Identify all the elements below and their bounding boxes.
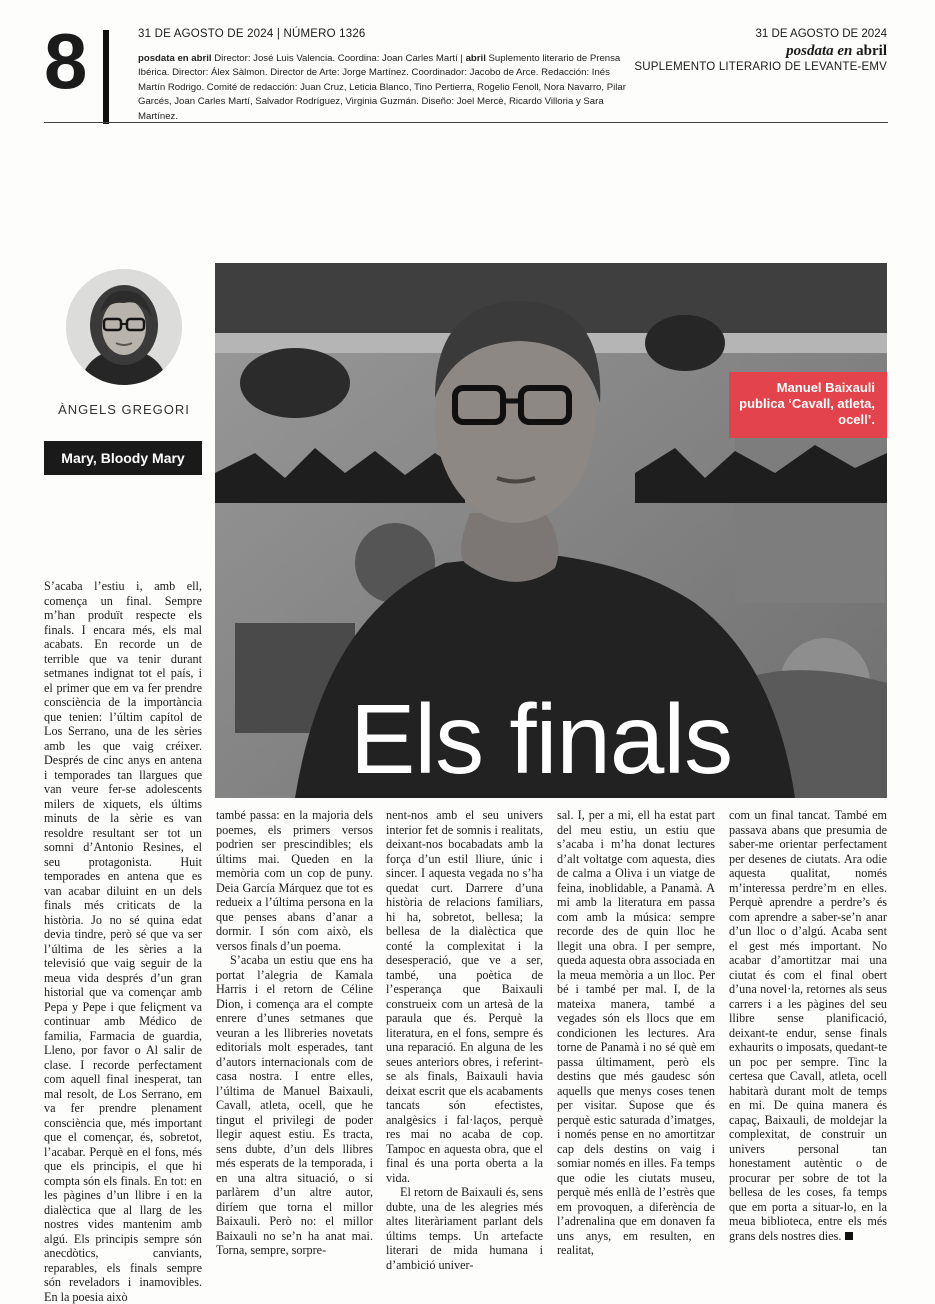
body-column-3 <box>386 808 543 1272</box>
supplement-name: SUPLEMENTO LITERARIO DE LEVANTE-EMV <box>634 61 887 73</box>
issue-date-number: 31 DE AGOSTO DE 2024 | NÚMERO 1326 <box>138 28 366 40</box>
credits-rest: Suplemento literario de Prensa Ibérica. Director: Álex Sàlmon. Director de Arte: Jorge Martínez. Coordinador: Jacobo de Arce. Redacción: Inés Martín Rodrigo. Comité de redacción: Juan Cruz, Leticia Blanco, Tino Pertierra, Rogelio Fenoll, Nora Navarro, Pilar Garcés, Joan Carles Martí, Salvador Rodríguez, Virginia Guzmán. Diseño: Joel Mercè, Ricardo Villoria y Sara Martínez. <box>138 53 626 122</box>
body-column-2 <box>216 808 373 1258</box>
author-portrait <box>66 269 182 385</box>
author-portrait-illustration <box>66 269 182 385</box>
brand-italic: posdata en <box>786 43 853 59</box>
header-right-date: 31 DE AGOSTO DE 2024 <box>755 28 887 40</box>
body-paragraph: nent-nos amb el seu univers interior fet de somnis i realitats, deixant-nos bocabadats amb la força d’un estil lliure, únic i sincer. I aquesta vegada no s’ha quedat curt. Darrere d’una història de relacions familiars, hi ha, sobretot, bellesa; la bellesa de la dialèctica que conté la complexitat i la desesperació, que ve a ser, també, una poètica de l’esperança que Baixauli construeix com un artesà de la paraula que és. Perquè la literatura, en el fons, sempre és una reparació. En alguna de les seues anteriors obres, i referint-se als finals, Baixauli havia deixat escrit que els acabaments tancats són efectistes, analgèsics i fal·laços, perquè res mai no acaba de cop. Tampoc en aquesta obra, que el final és una porta oberta a la vida. <box>386 808 543 1185</box>
photo-caption: Manuel Baixauli publica ‘Cavall, atleta, ocell’. <box>729 372 887 438</box>
masthead-credits <box>138 52 633 124</box>
body-paragraph: El retorn de Baixauli és, sens dubte, una de les alegries més altes literàriament parlant dels últims temps. Un artefacte literari de mida humana i d’ambició univer- <box>386 1185 543 1272</box>
body-column-4 <box>557 808 715 1258</box>
header-rule <box>44 122 888 123</box>
body-paragraph: també passa: en la majoria dels poemes, els primers versos podrien ser prescindibles; els últims mai. Queden en la memòria com un cop de puny. Deia García Márquez que tot es redueix a l’última persona en la que penses abans d’anar a dormir. I són com això, els versos finals d’un poema. <box>216 808 373 953</box>
page-number: 8 <box>44 17 86 105</box>
brand-bold: abril <box>856 43 887 59</box>
body-paragraph <box>729 808 887 1243</box>
body-column-1 <box>44 579 202 1304</box>
headline: Els finals <box>350 684 733 794</box>
body-paragraph: S’acaba un estiu que ens ha portat l’alegria de Kamala Harris i el retorn de Céline Dion, i comença ara el compte enrere d’unes setmanes que veuran a les llibreries novetats editorials molt esperades, tant d’autors internacionals com de casa nostra. I entre elles, l’última de Manuel Baixauli, Cavall, atleta, ocell, que he tingut el privilegi de poder llegir aquest estiu. Es tracta, sens dubte, d’un dels llibres més esperats de la temporada, i en una altra situació, o si parlàrem d’un altre autor, diríem que torna el millor Baixauli. Però no: el millor Baixauli no se’n ha anat mai. Torna, sempre, sorpre- <box>216 953 373 1257</box>
header-right-block <box>634 28 887 73</box>
header-divider-bar <box>103 30 109 124</box>
body-paragraph: sal. I, per a mi, ell ha estat part del meu estiu, un estiu que s’acaba i m’ha donat lectures d’alt voltatge com aquesta, dies de calma a Oliva i un viatge de feina, inoblidable, a Panamà. A mi amb la literatura em passa com amb la música: sempre recorde des de quin lloc he llegit una obra. I per sempre, queda aquesta obra associada en la meua memòria a un lloc. Per bé i també per mal. I, de la mateixa manera, també a vegades són els llocs que em condicionen les lectures. Ara torne de Panamà i no sé què em passa últimament, però els destins que més gaudesc són aquells que menys coses tenen per visitar. Supose que és perquè estic saturada d’imatges, i només pense en no amortitzar cap dels destins on vaig i somiar només en illes. Fa temps que odie les ciutats museu, perquè més enllà de l’estrès que em provoquen, a diferència de l’adrenalina que em donaven fa uns anys, em resulten, en realitat, <box>557 808 715 1257</box>
supplement-brand <box>634 43 887 60</box>
body-column-5 <box>729 808 887 1243</box>
credits-label: posdata en abril <box>138 53 212 64</box>
body-paragraph-text: com un final tancat. També em passava abans que presumia de saber-me orientar perfectament per desenes de ciutats. Ara odie aquesta qualitat, només m’interessa perdre’m en elles. Perquè aprendre a perdre’s és com aprendre a saber-se’n anar d’un lloc o d’algú. Acaba sent el gest més important. No acabar d’amortitzar mai una ciutat és com el final obert d’una novel·la, retornes als seus carrers i a les pàgines del seu llibre sense planificació, deixant-te endur, sense finals exhaurits o imposats, quedant-te un poc per sempre. Tinc la certesa que Cavall, atleta, ocell habitarà durant molt de temps en mi. De quina manera és capaç, Baixauli, de moldejar la complexitat, de construir un univers personal tan honestament autèntic o de procurar per sobre de tot la bellesa de les coses, fa temps que em porta a situar-lo, en la meua biblioteca, entre els més grans dels nostres dies. <box>729 808 887 1243</box>
author-name: ÀNGELS GREGORI <box>58 402 190 417</box>
body-paragraph: S’acaba l’estiu i, amb ell, comença un final. Sempre m’han produït respecte els finals. I encara més, els mal acabats. En recorde un de terrible que va tenir durant setmanes indignat tot el país, i el primer que em va fer prendre consciència de la importància que tenien: l’últim capítol de Los Serrano, una de les sèries amb les que vaig créixer. Després de cinc anys en antena i temporades tan llargues que van veure fer-se adolescents milers de xiquets, els últims minuts de la sèrie es van resoldre resultant ser tot un somni d’Antonio Resines, el seu protagonista. Huit temporades en antena que es van acabar diluint en un dels finals més criticats de la història. Jo no sé quina edat devia tindre, però sé que va ser l’última de les sèries a la televisió que vaig seguir de la meua vida després d’un gran historial que va començar amb Pepa y Pepe i que feliçment va continuar amb Médico de familia, Farmacia de guardia, Lleno, por favor o Al salir de clase. I recorde perfectament com aquell final inesperat, tan mal resolt, de Los Serrano, em va fer prendre plenament consciència que, més important que el començar, és, sobretot, l’acabar. Perquè en el fons, més que els principis, el que hi compta són els finals. En tot: en les pàgines d’un llibre i en la dialèctica que al llarg de les nostres vides mantenim amb algú. Els principis sempre són anecdòtics, canviants, reparables, els finals sempre són reveladors i inamovibles. En la poesia això <box>44 579 202 1304</box>
credits-text: Director: José Luis Valencia. Coordina: Joan Carles Martí | <box>214 53 463 64</box>
credits-abril: abril <box>465 53 486 64</box>
end-of-article-mark <box>845 1232 853 1240</box>
column-title-tag: Mary, Bloody Mary <box>44 441 202 475</box>
